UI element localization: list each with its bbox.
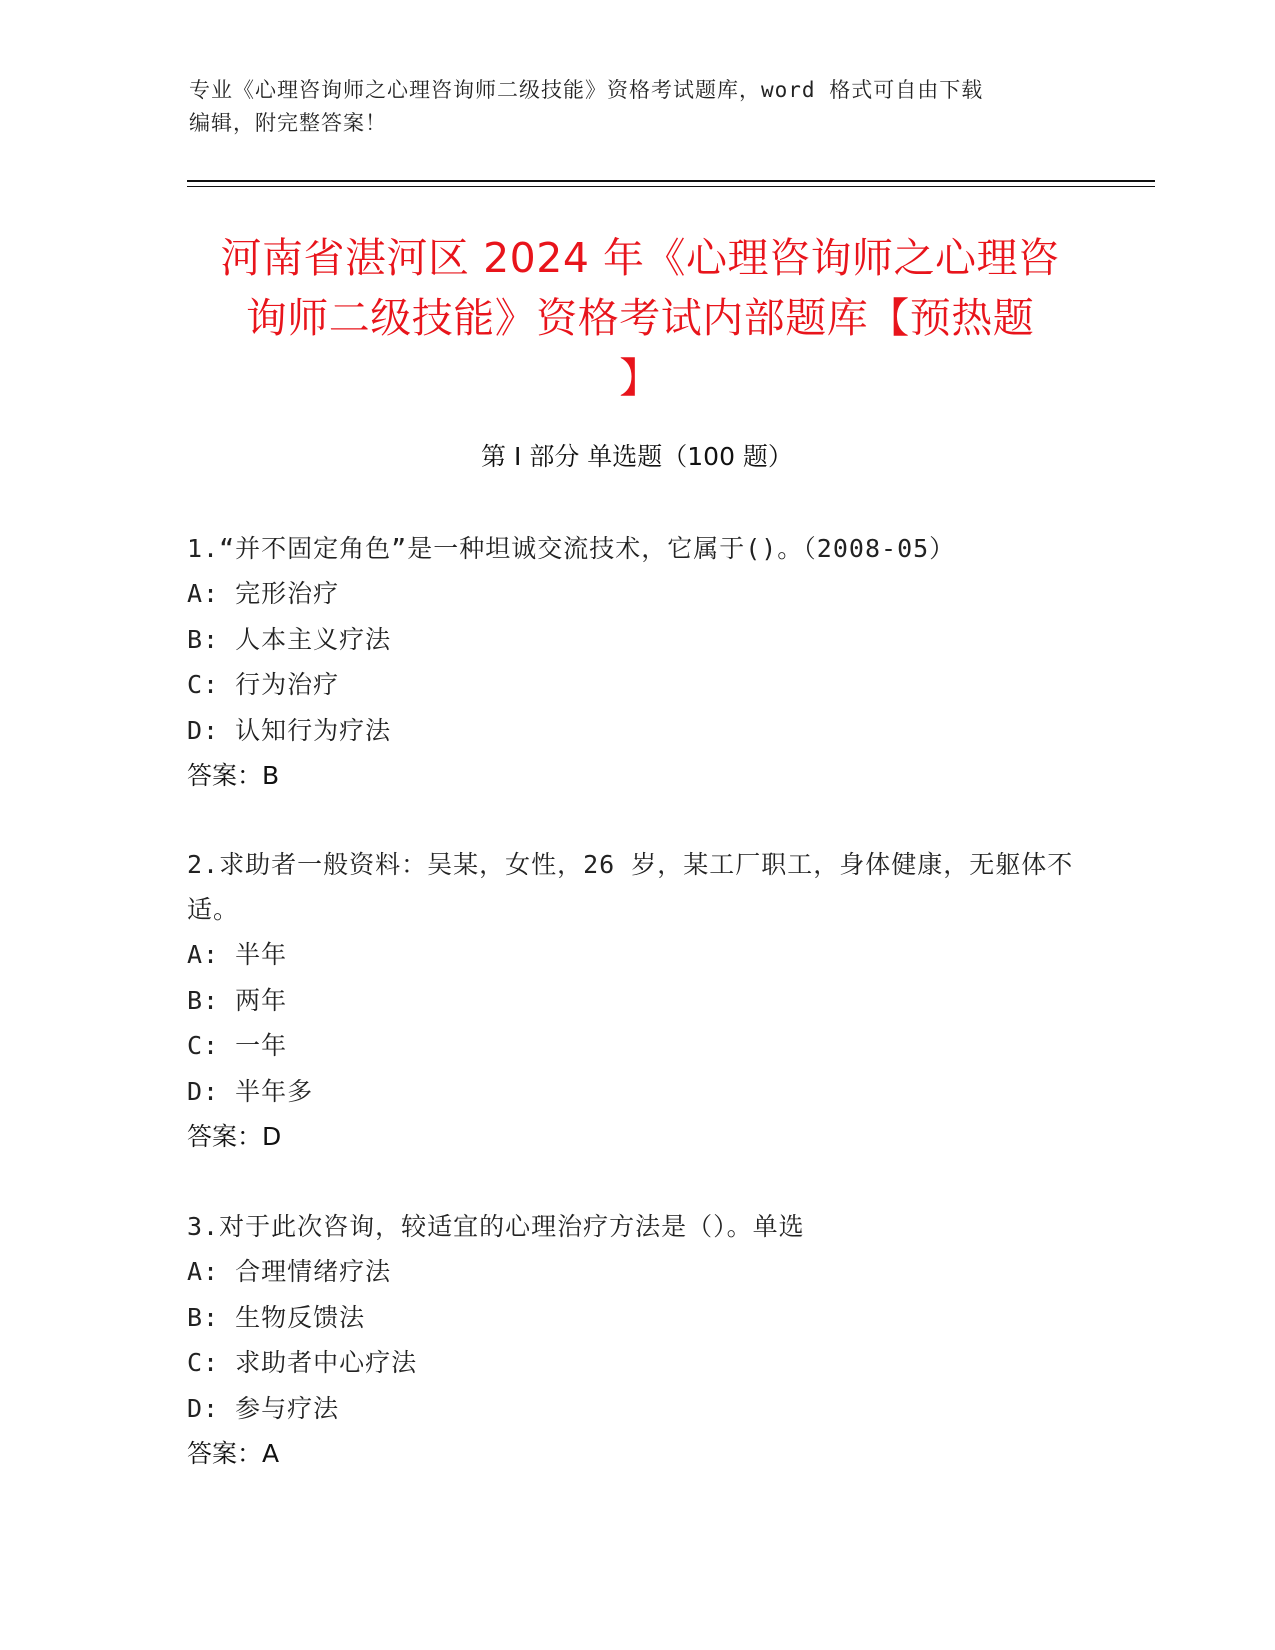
- option-b: B: 生物反馈法: [187, 1302, 366, 1332]
- section-title: 第 I 部分 单选题（100 题）: [481, 442, 793, 471]
- document-title: [160, 228, 1120, 408]
- option-d: D: 参与疗法: [187, 1393, 340, 1423]
- document-title-line-3: 】: [619, 354, 661, 402]
- question-block: [187, 842, 1087, 1159]
- question-stem: 1.“并不固定角色”是一种坦诚交流技术，它属于()。（2008-05）: [187, 534, 956, 563]
- header-note-line-1: 专业《心理咨询师之心理咨询师二级技能》资格考试题库，word 格式可自由下载: [189, 78, 984, 102]
- header-note-line-2: 编辑，附完整答案！: [189, 111, 387, 135]
- answer: 答案：B: [187, 761, 280, 790]
- option-a: A: 半年: [187, 940, 288, 969]
- option-b: B: 两年: [187, 985, 288, 1015]
- header-note: [189, 74, 1089, 140]
- question-block: [187, 1204, 1087, 1476]
- question-stem: 2.求助者一般资料：吴某，女性，26 岁，某工厂职工，身体健康，无躯体不适。: [187, 850, 1074, 924]
- header-divider-thick: [187, 180, 1155, 182]
- option-c: C: 行为治疗: [187, 670, 340, 699]
- answer: 答案：D: [187, 1122, 282, 1151]
- document-title-line-1: 河南省湛河区 2024 年《心理咨询师之心理咨: [220, 234, 1060, 282]
- header-divider-thin: [187, 186, 1155, 187]
- option-d: D: 认知行为疗法: [187, 715, 392, 745]
- document-title-line-2: 询师二级技能》资格考试内部题库【预热题: [245, 294, 1035, 342]
- question-block: [187, 526, 1087, 798]
- option-a: A: 完形治疗: [187, 579, 340, 608]
- option-c: C: 一年: [187, 1031, 288, 1060]
- option-d: D: 半年多: [187, 1076, 314, 1106]
- option-a: A: 合理情绪疗法: [187, 1257, 392, 1286]
- question-stem: 3.对于此次咨询，较适宜的心理治疗方法是（）。单选: [187, 1212, 805, 1241]
- option-b: B: 人本主义疗法: [187, 624, 392, 654]
- option-c: C: 求助者中心疗法: [187, 1348, 418, 1377]
- answer: 答案：A: [187, 1439, 280, 1468]
